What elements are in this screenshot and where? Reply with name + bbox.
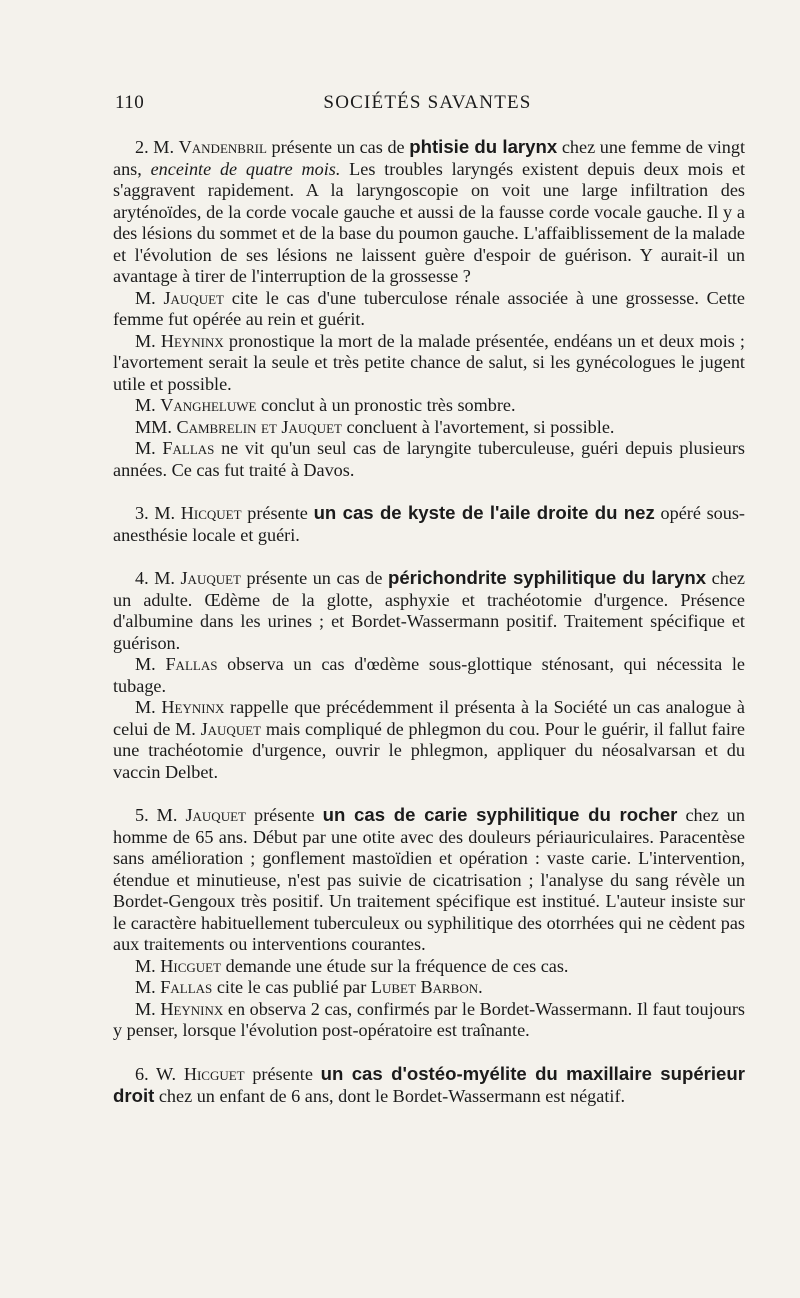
text-run: M. — [135, 438, 163, 458]
author-name: Fallas — [165, 654, 218, 674]
text-run: Les troubles laryngés existent depuis deux mois et s'aggravent rapidement. A la laryngoscopie on voit une large infiltration des aryténoïdes, de la corde vocale gauche et aussi de la fausse corde vocale gauche. Il y a des lésions du sommet et de la base du poumon gauche. L'affaiblissement de la malade et l'évolution de ses lésions ne laissent guère d'espoir de guérison. Y aurait-il un avantage à tirer de l'interruption de la grossesse ? — [113, 158, 746, 286]
discussion-paragraph — [113, 288, 745, 331]
author-name: Jauquet — [200, 718, 262, 739]
discussion-paragraph — [113, 999, 745, 1042]
discussion-paragraph — [113, 417, 745, 439]
text-run: M. — [135, 697, 162, 717]
body-text — [113, 136, 745, 1108]
case-3-paragraph — [113, 502, 745, 546]
text-run: mais compliqué de phlegmon du cou. Pour le guérir, il fallut faire une trachéotomie d'urgence, ouvrir le phlegmon, appliquer du néosalvarsan et du vaccin Delbet. — [113, 718, 745, 782]
text-run: présente — [245, 805, 323, 825]
text-run: M. — [135, 654, 166, 674]
author-name: Jauquet — [180, 568, 241, 588]
text-run: M. — [135, 330, 161, 351]
author-name: Vangheluwe — [160, 395, 257, 415]
text-run: conclut à un pronostic très sombre. — [256, 395, 516, 415]
author-name: Hicguet — [183, 1063, 245, 1084]
author-name: Heyninx — [160, 330, 224, 351]
author-name: Hicquet — [180, 503, 242, 523]
text-run: rappelle que précédemment il présenta à la Société un cas analogue à celui de M. — [113, 697, 745, 739]
text-run: ne vit qu'un seul cas de laryngite tuberculeuse, guéri depuis plusieurs années. Ce cas fut traité à Davos. — [113, 438, 746, 480]
discussion-paragraph — [113, 956, 745, 978]
text-run: M. — [135, 395, 161, 415]
running-title: SOCIÉTÉS SAVANTES — [323, 92, 532, 113]
text-run: MM. — [135, 416, 177, 437]
text-run: présente — [241, 503, 314, 523]
case-title: phtisie du larynx — [409, 136, 558, 157]
text-run: 3. M. — [135, 503, 181, 523]
discussion-paragraph — [113, 697, 745, 783]
case-title: périchondrite syphilitique du larynx — [387, 567, 707, 588]
case-5-paragraph — [113, 804, 745, 956]
text-run: présente un cas de — [266, 137, 410, 157]
text-run: chez un homme de 65 ans. Début par une otite avec des douleurs périauriculaires. Paracentèse sans amélioration ; gonflement mastoïdien et opération : vaste carie. L'intervention, étendue et minutieuse, n'est pas suivie de cicatrisation ; l'analyse du sang révèle un Bordet-Gengoux très positif. Un traitement spécifique est institué. L'auteur insiste sur le caractère habituellement tuberculeux ou syphilitique des otorrhées qui ne cèdent pas aux traitements ou interventions courantes. — [113, 805, 745, 954]
text-run: observa un cas d'œdème sous-glottique sténosant, qui nécessita le tubage. — [113, 654, 746, 696]
author-name: Heyninx — [161, 697, 225, 717]
text-run: . — [478, 977, 483, 997]
author-name: Jauquet — [185, 805, 246, 825]
case-6-paragraph — [113, 1063, 745, 1108]
text-run: opéré sous-anesthésie locale et guéri. — [113, 503, 745, 545]
text-run: chez un adulte. Œdème de la glotte, asphyxie et trachéotomie d'urgence. Présence d'albumine dans les urines ; et Bordet-Wassermann positif. Traitement spécifique et guérison. — [113, 568, 745, 653]
text-run: M. — [135, 955, 161, 976]
discussion-paragraph — [113, 977, 745, 999]
case-2-paragraph — [113, 136, 745, 288]
author-name: Jauquet — [163, 287, 224, 308]
author-name: Fallas — [162, 438, 215, 458]
text-run: présente un cas de — [241, 568, 388, 588]
discussion-paragraph — [113, 331, 745, 396]
text-run: 2. M. — [135, 137, 179, 157]
text-run: 4. M. — [135, 568, 181, 588]
case-title: un cas de kyste de l'aile droite du nez — [313, 502, 655, 523]
discussion-paragraph — [113, 438, 745, 481]
text-run: chez un enfant de 6 ans, dont le Bordet-Wassermann est négatif. — [154, 1086, 626, 1106]
text-run: cite le cas d'une tuberculose rénale associée à une grossesse. Cette femme fut opérée au rein et guérit. — [113, 287, 745, 329]
text-run: 5. M. — [135, 805, 186, 825]
author-name: Lubet Barbon — [370, 977, 479, 997]
text-run: présente — [244, 1063, 321, 1084]
text-run: 6. W. — [135, 1063, 184, 1084]
text-run: M. — [135, 998, 161, 1019]
discussion-paragraph — [113, 395, 745, 417]
discussion-paragraph — [113, 654, 745, 697]
text-run: cite le cas publié par — [212, 977, 371, 997]
text-run: M. — [135, 977, 161, 997]
author-name: Hicguet — [160, 955, 222, 976]
author-name: Fallas — [160, 977, 213, 997]
case-4-paragraph — [113, 567, 745, 654]
case-title: un cas de carie syphilitique du rocher — [322, 804, 678, 825]
author-name: Vandenbril — [178, 137, 267, 157]
text-run: demande une étude sur la fréquence de ces cas. — [221, 955, 569, 976]
text-run: en observa 2 cas, confirmés par le Bordet-Wassermann. Il faut toujours y penser, lorsque l'évolution post-opératoire est traînante. — [113, 998, 745, 1040]
author-name: Heyninx — [160, 998, 224, 1019]
page-number: 110 — [115, 92, 145, 113]
text-run: concluent à l'avortement, si possible. — [341, 416, 615, 437]
page-header — [115, 92, 740, 118]
italic-text: enceinte de quatre mois. — [150, 158, 341, 179]
text-run: chez une femme de vingt ans, — [113, 137, 745, 179]
text-run: M. — [135, 287, 164, 308]
author-name: Cambrelin et Jauquet — [176, 416, 342, 437]
text-run: pronostique la mort de la malade présentée, endéans un et deux mois ; l'avortement serait la seule et très petite chance de salut, si les gynécologues le jugent utile et possible. — [113, 330, 745, 394]
case-title: un cas d'ostéo-myélite du maxillaire supérieur droit — [113, 1062, 745, 1106]
